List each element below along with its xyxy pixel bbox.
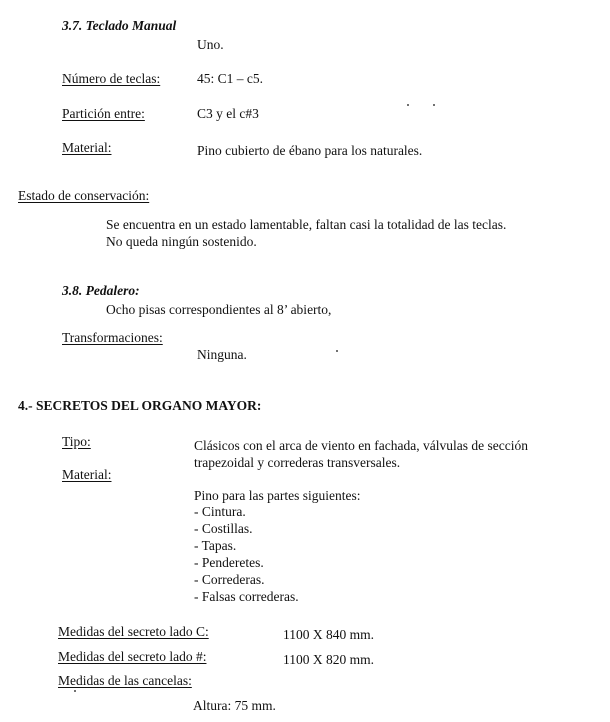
conservation-line-2: No queda ningún sostenido. [106,234,257,249]
measure-c-value: 1100 X 840 mm. [283,627,374,642]
material-item: - Tapas. [194,538,237,553]
material-item: - Costillas. [194,521,253,536]
material-4-label: Material: [62,467,112,482]
conservation-label: Estado de conservación: [18,188,150,203]
scan-speck [74,690,76,692]
material-value: Pino cubierto de ébano para los naturales. [197,143,423,158]
section-4-heading: 4.- SECRETOS DEL ORGANO MAYOR: [18,398,262,413]
keys-count-value: 45: C1 – c5. [197,71,263,86]
scan-speck [336,350,338,352]
transformations-label: Transformaciones: [62,330,163,345]
keys-count-label: Número de teclas: [62,71,161,86]
measure-sharp-label: Medidas del secreto lado #: [58,649,207,664]
tipo-label: Tipo: [62,434,91,449]
material-item: - Cintura. [194,504,246,519]
section-3-7-subtitle: Uno. [197,37,224,52]
transformations-value: Ninguna. [197,347,247,362]
tipo-line-1: Clásicos con el arca de viento en fachada, válvulas de sección [194,438,528,453]
material-item: - Falsas correderas. [194,589,299,604]
pedalboard-text: Ocho pisas correspondientes al 8’ abierto, [106,302,332,317]
cancelas-label: Medidas de las cancelas: [58,673,192,688]
altura-value: Altura: 75 mm. [193,698,276,713]
material-item: - Correderas. [194,572,265,587]
measure-sharp-value: 1100 X 820 mm. [283,652,374,667]
conservation-line-1: Se encuentra en un estado lamentable, faltan casi la totalidad de las teclas. [106,217,507,232]
material-label: Material: [62,140,112,155]
tipo-line-2: trapezoidal y correderas transversales. [194,455,401,470]
material-intro: Pino para las partes siguientes: [194,488,361,503]
scan-speck [433,104,435,106]
material-item: - Penderetes. [194,555,264,570]
section-3-7-heading: 3.7. Teclado Manual [62,18,177,33]
partition-value: C3 y el c#3 [197,106,259,121]
partition-label: Partición entre: [62,106,145,121]
scan-speck [407,104,409,106]
measure-c-label: Medidas del secreto lado C: [58,624,209,639]
section-3-8-heading: 3.8. Pedalero: [62,283,140,298]
